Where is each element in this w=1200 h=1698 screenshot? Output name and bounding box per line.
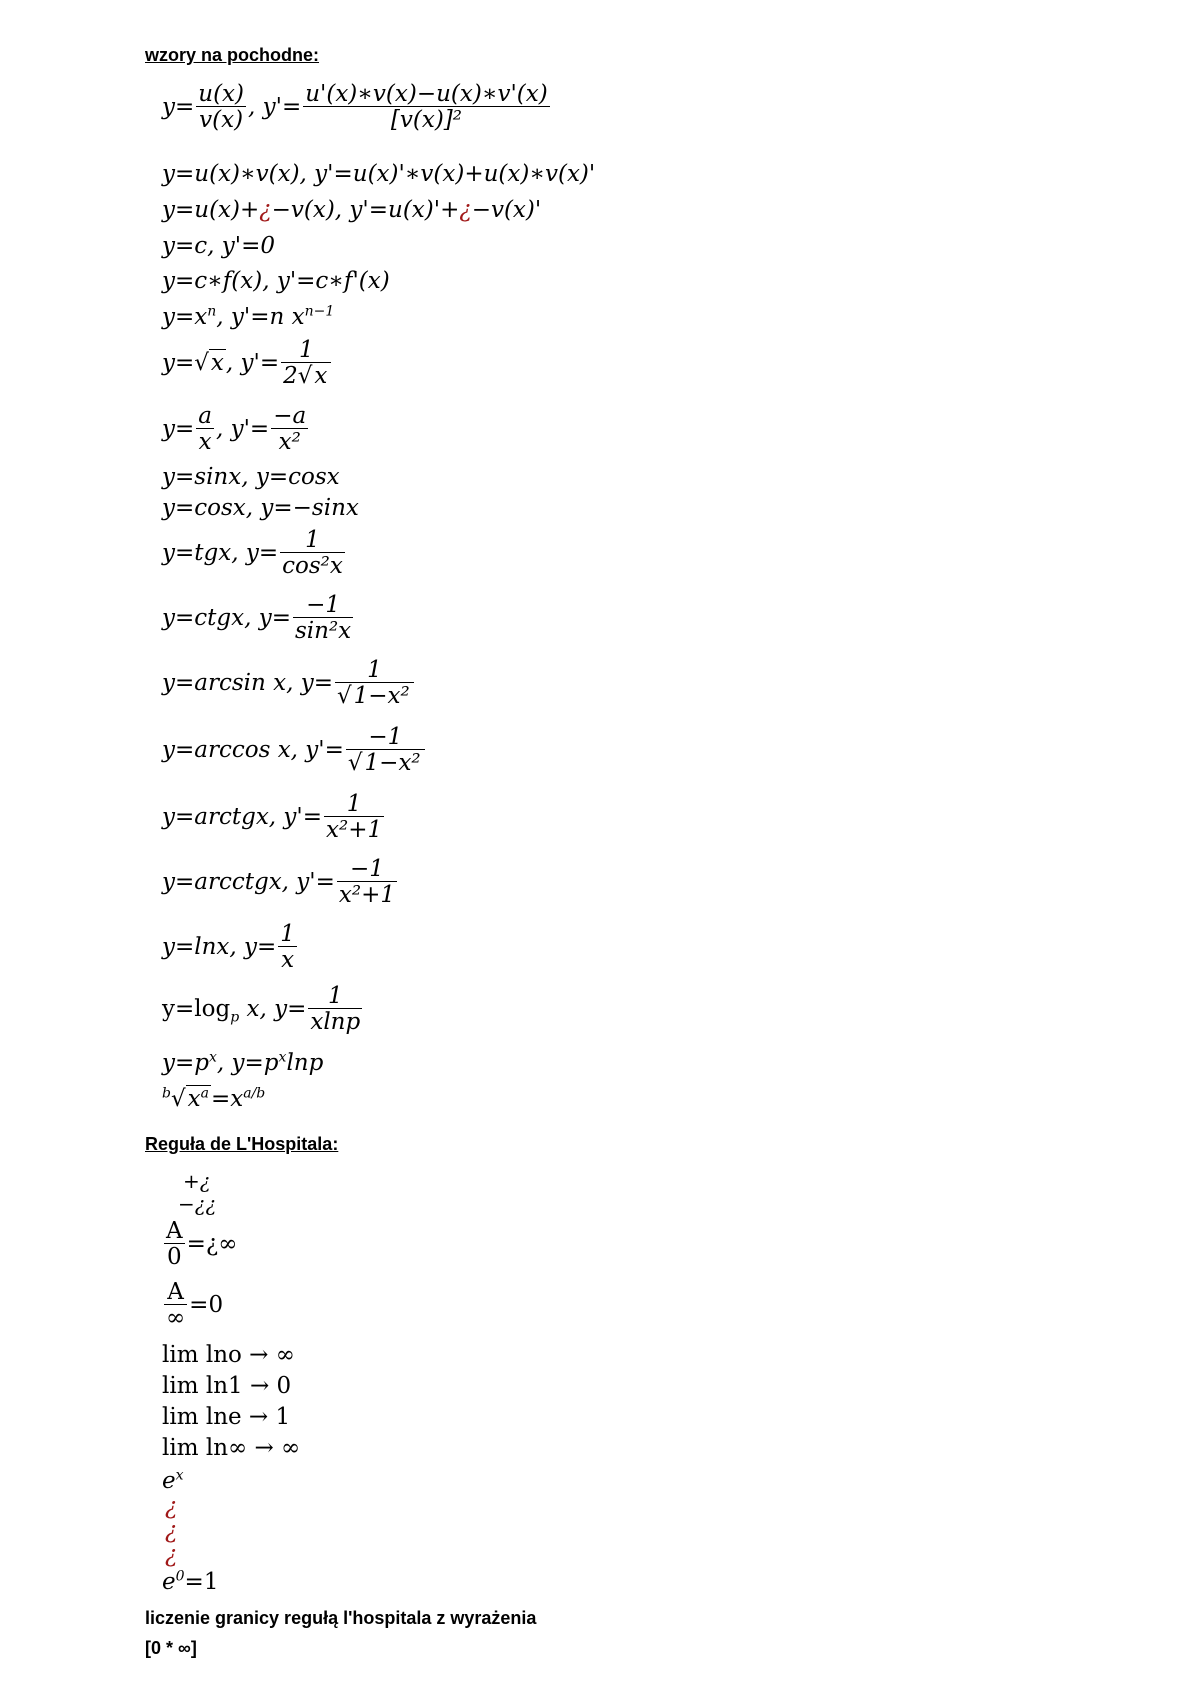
formula-sqrt: y=√x, y'= $\frac{1}{2√x}$: [162, 338, 333, 390]
formula-sin: y=sinx, y=cosx: [162, 464, 340, 490]
lh-plus-invalid: +¿: [183, 1169, 211, 1193]
lh-limit-lne: lim lne → 1: [162, 1404, 291, 1430]
formula-cos: y=cosx, y=−sinx: [162, 495, 359, 521]
formula-exponential: $y=p^x$, $y=p^x\ln p$: [162, 1049, 324, 1076]
lh-a-over-inf: $\frac{A}{\infty}$ =0: [166, 1279, 224, 1332]
lh-invalid-mark-2: ¿: [165, 1518, 178, 1544]
formula-power: $y=x^n$, y'=n $x^{n-1}$: [162, 303, 335, 330]
lh-minus-invalid: −¿¿: [178, 1192, 217, 1216]
formula-arctg: y=arctgx, y'= $\frac{1}{\text{x²+1}}$: [162, 791, 383, 844]
formula-product: y=u(x)∗v(x), y'=u(x)'∗v(x)+u(x)∗v(x)': [162, 161, 596, 187]
formula-sum: y=u(x)+¿−v(x), y'=u(x)'+¿−v(x)': [162, 197, 542, 223]
formula-arcctg: y=arcctgx, y'= $\frac{-1}{\text{x²+1}}$: [162, 856, 395, 909]
heading-limit-calc: liczenie granicy regułą l'hospitala z wyrażenia: [145, 1608, 537, 1628]
formula-arcsin: y=arcsin x, y= $\frac{1}{\text{√1−x²}}$: [162, 658, 416, 710]
lh-e-power-zero: $e^0=1$: [162, 1568, 219, 1595]
lh-e-power-x: $e^x$: [162, 1467, 184, 1494]
lh-limit-lninf: lim ln∞ → ∞: [162, 1435, 301, 1461]
formula-ctg: y=ctgx, y= $\frac{-1}{\text{sin²x}}$: [162, 592, 352, 645]
lh-invalid-mark-1: ¿: [165, 1494, 178, 1520]
heading-derivatives: wzory na pochodne:: [145, 45, 320, 65]
formula-arccos: y=arccos x, y'= $\frac{-1}{\text{√1−x²}}$: [162, 725, 427, 777]
lh-invalid-mark-3: ¿: [165, 1542, 178, 1568]
heading-lhospital: Reguła de L'Hospitala:: [145, 1134, 339, 1154]
formula-tg: y=tgx, y= $\frac{1}{\text{cos²x}}$: [162, 527, 343, 580]
formula-scalar: y=c∗f(x), y'=c∗f'(x): [162, 268, 390, 294]
formula-root-power: $^b√x^a=x^{a/b}$: [162, 1085, 266, 1112]
formula-log: $y=\log_p$ x, y= $\frac{1}{xlnp}$: [162, 983, 361, 1036]
formula-constant: y=c, y'=0: [162, 233, 275, 259]
lh-limit-ln1: lim ln1 → 0: [162, 1373, 292, 1399]
formula-ln: y=lnx, y= $\frac{1}{x}$: [162, 921, 295, 974]
lh-a-over-zero: $\frac{A}{0}$ =¿∞: [166, 1218, 238, 1271]
lh-limit-ln0: lim lno → ∞: [162, 1342, 295, 1368]
formula-quotient: y= $\frac{u(x)}{v(x)}$ , y'= $\frac{u'(x)∗v(x)-u(x)∗v'(x)}{\text{[v(x)]²}}$: [162, 81, 548, 134]
indeterminate-form: [0 * ∞]: [145, 1638, 197, 1658]
formula-reciprocal: y= $\frac{a}{x}$ , y'= $\frac{-a}{\text{x²}}$: [162, 403, 307, 456]
